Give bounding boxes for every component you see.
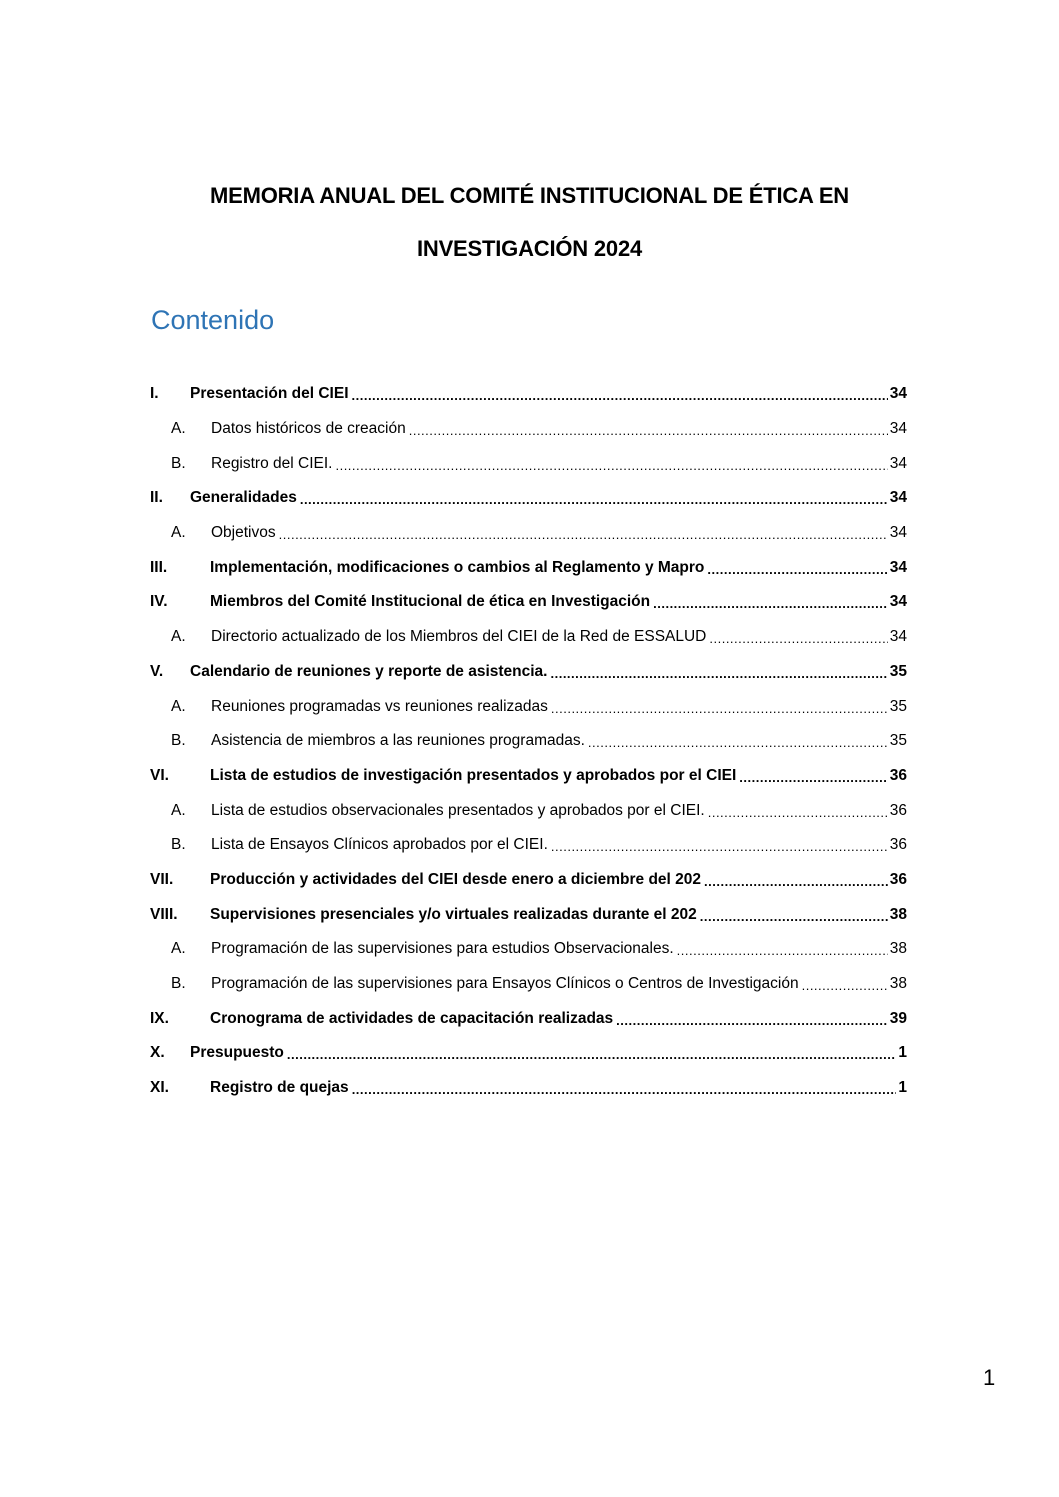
toc-entry-page: 36 — [889, 766, 907, 784]
toc-entry-page: 36 — [889, 870, 907, 888]
toc-entry-title: Objetivos — [211, 524, 276, 542]
toc-entry-page: 39 — [889, 1009, 907, 1027]
toc-entry-number: IV. — [150, 593, 168, 611]
toc-entry-page: 1 — [898, 1044, 907, 1062]
toc-dot-leader — [588, 733, 888, 753]
toc-entry-page: 1 — [898, 1079, 907, 1097]
toc-entry-page: 38 — [889, 905, 907, 923]
toc-entry-title: Lista de Ensayos Clínicos aprobados por el CIEI. — [211, 836, 548, 854]
toc-entry-number: IX. — [150, 1009, 169, 1027]
toc-entry[interactable] — [150, 689, 907, 724]
toc-dot-leader — [287, 1045, 896, 1065]
toc-entry-number: A. — [171, 524, 186, 542]
toc-entry-title: Miembros del Comité Institucional de ética en Investigación — [210, 593, 651, 611]
toc-entry[interactable] — [150, 481, 907, 516]
toc-entry-page: 34 — [889, 524, 907, 542]
toc-entry-page: 34 — [889, 558, 907, 576]
toc-entry[interactable] — [150, 620, 907, 655]
toc-entry[interactable] — [150, 1071, 907, 1106]
toc-entry[interactable] — [150, 967, 907, 1002]
toc-entry[interactable] — [150, 377, 907, 412]
toc-dot-leader — [352, 386, 888, 406]
toc-entry[interactable] — [150, 793, 907, 828]
toc-entry-number: VI. — [150, 766, 169, 784]
toc-entry-title: Registro de quejas — [210, 1079, 349, 1097]
toc-entry[interactable] — [150, 550, 907, 585]
toc-heading: Contenido — [151, 305, 275, 335]
toc-entry-number: A. — [171, 420, 186, 438]
toc-entry-page: 35 — [889, 732, 907, 750]
toc-entry-number: X. — [150, 1044, 165, 1062]
toc-entry-title: Datos históricos de creación — [211, 420, 406, 438]
toc-entry-title: Presupuesto — [190, 1044, 284, 1062]
toc-entry-number: B. — [171, 975, 186, 993]
toc-entry-number: I. — [150, 385, 159, 403]
toc-entry-title: Lista de estudios de investigación presentados y aprobados por el CIEI — [210, 766, 737, 784]
toc-entry-title: Directorio actualizado de los Miembros del CIEI de la Red de ESSALUD — [211, 628, 707, 646]
toc-entry-title: Registro del CIEI. — [211, 454, 333, 472]
toc-dot-leader — [616, 1011, 888, 1031]
toc-entry-title: Implementación, modificaciones o cambios al Reglamento y Mapro — [210, 558, 705, 576]
toc-entry[interactable] — [150, 585, 907, 620]
toc-entry-title: Generalidades — [190, 489, 297, 507]
toc-entry-number: B. — [171, 732, 186, 750]
document-title-line-1: MEMORIA ANUAL DEL COMITÉ INSTITUCIONAL DE ÉTICA EN — [209, 183, 849, 208]
toc-dot-leader — [677, 941, 888, 961]
toc-entry-title: Programación de las supervisiones para estudios Observacionales. — [211, 940, 674, 958]
toc-entry[interactable] — [150, 724, 907, 759]
toc-dot-leader — [335, 456, 887, 476]
toc-entry-page: 34 — [889, 593, 907, 611]
toc-entry-title: Lista de estudios observacionales presentados y aprobados por el CIEI. — [211, 801, 705, 819]
toc-entry-number: III. — [150, 558, 168, 576]
toc-entry-number: VII. — [150, 870, 174, 888]
toc-entry-number: B. — [171, 836, 186, 854]
toc-entry-number: A. — [171, 628, 186, 646]
toc-entry-title: Calendario de reuniones y reporte de asistencia. — [190, 662, 548, 680]
toc-dot-leader — [709, 629, 887, 649]
toc-dot-leader — [704, 872, 888, 892]
toc-dot-leader — [708, 803, 888, 823]
toc-entry[interactable] — [150, 1036, 907, 1071]
toc-entry-page: 34 — [889, 454, 907, 472]
toc-entry-title: Reuniones programadas vs reuniones realizadas — [211, 697, 548, 715]
toc-entry[interactable] — [150, 863, 907, 898]
toc-entry[interactable] — [150, 759, 907, 794]
toc-entry-number: VIII. — [150, 905, 178, 923]
document-title-line-2: INVESTIGACIÓN 2024 — [416, 236, 643, 261]
toc-entry-title: Asistencia de miembros a las reuniones programadas. — [211, 732, 585, 750]
toc-entry-page: 36 — [889, 801, 907, 819]
toc-entry-title: Presentación del CIEI — [190, 385, 349, 403]
toc-dot-leader — [653, 594, 888, 614]
toc-entry[interactable] — [150, 897, 907, 932]
toc-entry-number: V. — [150, 662, 164, 680]
toc-entry[interactable] — [150, 516, 907, 551]
toc-entry-page: 34 — [889, 385, 907, 403]
toc-entry[interactable] — [150, 412, 907, 447]
toc-entry-page: 34 — [889, 489, 907, 507]
toc-dot-leader — [739, 768, 887, 788]
toc-entry-page: 38 — [889, 975, 907, 993]
toc-entry-number: A. — [171, 940, 186, 958]
toc-entry[interactable] — [150, 446, 907, 481]
toc-entry-page: 35 — [889, 697, 907, 715]
table-of-contents — [150, 377, 907, 1105]
toc-entry-title: Supervisiones presenciales y/o virtuales realizadas durante el 202 — [210, 905, 697, 923]
toc-entry-number: A. — [171, 801, 186, 819]
toc-entry-number: A. — [171, 697, 186, 715]
toc-dot-leader — [707, 560, 887, 580]
toc-entry-title: Programación de las supervisiones para Ensayos Clínicos o Centros de Investigación — [211, 975, 799, 993]
toc-entry-number: II. — [150, 489, 163, 507]
toc-dot-leader — [700, 907, 888, 927]
toc-dot-leader — [550, 664, 887, 684]
toc-entry-title: Cronograma de actividades de capacitación realizadas — [210, 1009, 614, 1027]
toc-entry-number: B. — [171, 454, 186, 472]
toc-entry-title: Producción y actividades del CIEI desde enero a diciembre del 202 — [210, 870, 702, 888]
toc-dot-leader — [300, 490, 888, 510]
toc-entry-page: 36 — [889, 836, 907, 854]
toc-entry[interactable] — [150, 932, 907, 967]
toc-entry[interactable] — [150, 655, 907, 690]
toc-dot-leader — [551, 837, 888, 857]
toc-entry-page: 38 — [889, 940, 907, 958]
toc-dot-leader — [352, 1080, 897, 1100]
page-number: 1 — [983, 1365, 996, 1390]
toc-entry-number: XI. — [150, 1079, 169, 1097]
toc-entry-page: 34 — [889, 628, 907, 646]
toc-dot-leader — [802, 976, 888, 996]
toc-dot-leader — [279, 525, 888, 545]
toc-entry[interactable] — [150, 828, 907, 863]
toc-entry[interactable] — [150, 1001, 907, 1036]
toc-dot-leader — [409, 421, 888, 441]
toc-dot-leader — [551, 699, 888, 719]
toc-entry-page: 35 — [889, 662, 907, 680]
toc-entry-page: 34 — [889, 420, 907, 438]
